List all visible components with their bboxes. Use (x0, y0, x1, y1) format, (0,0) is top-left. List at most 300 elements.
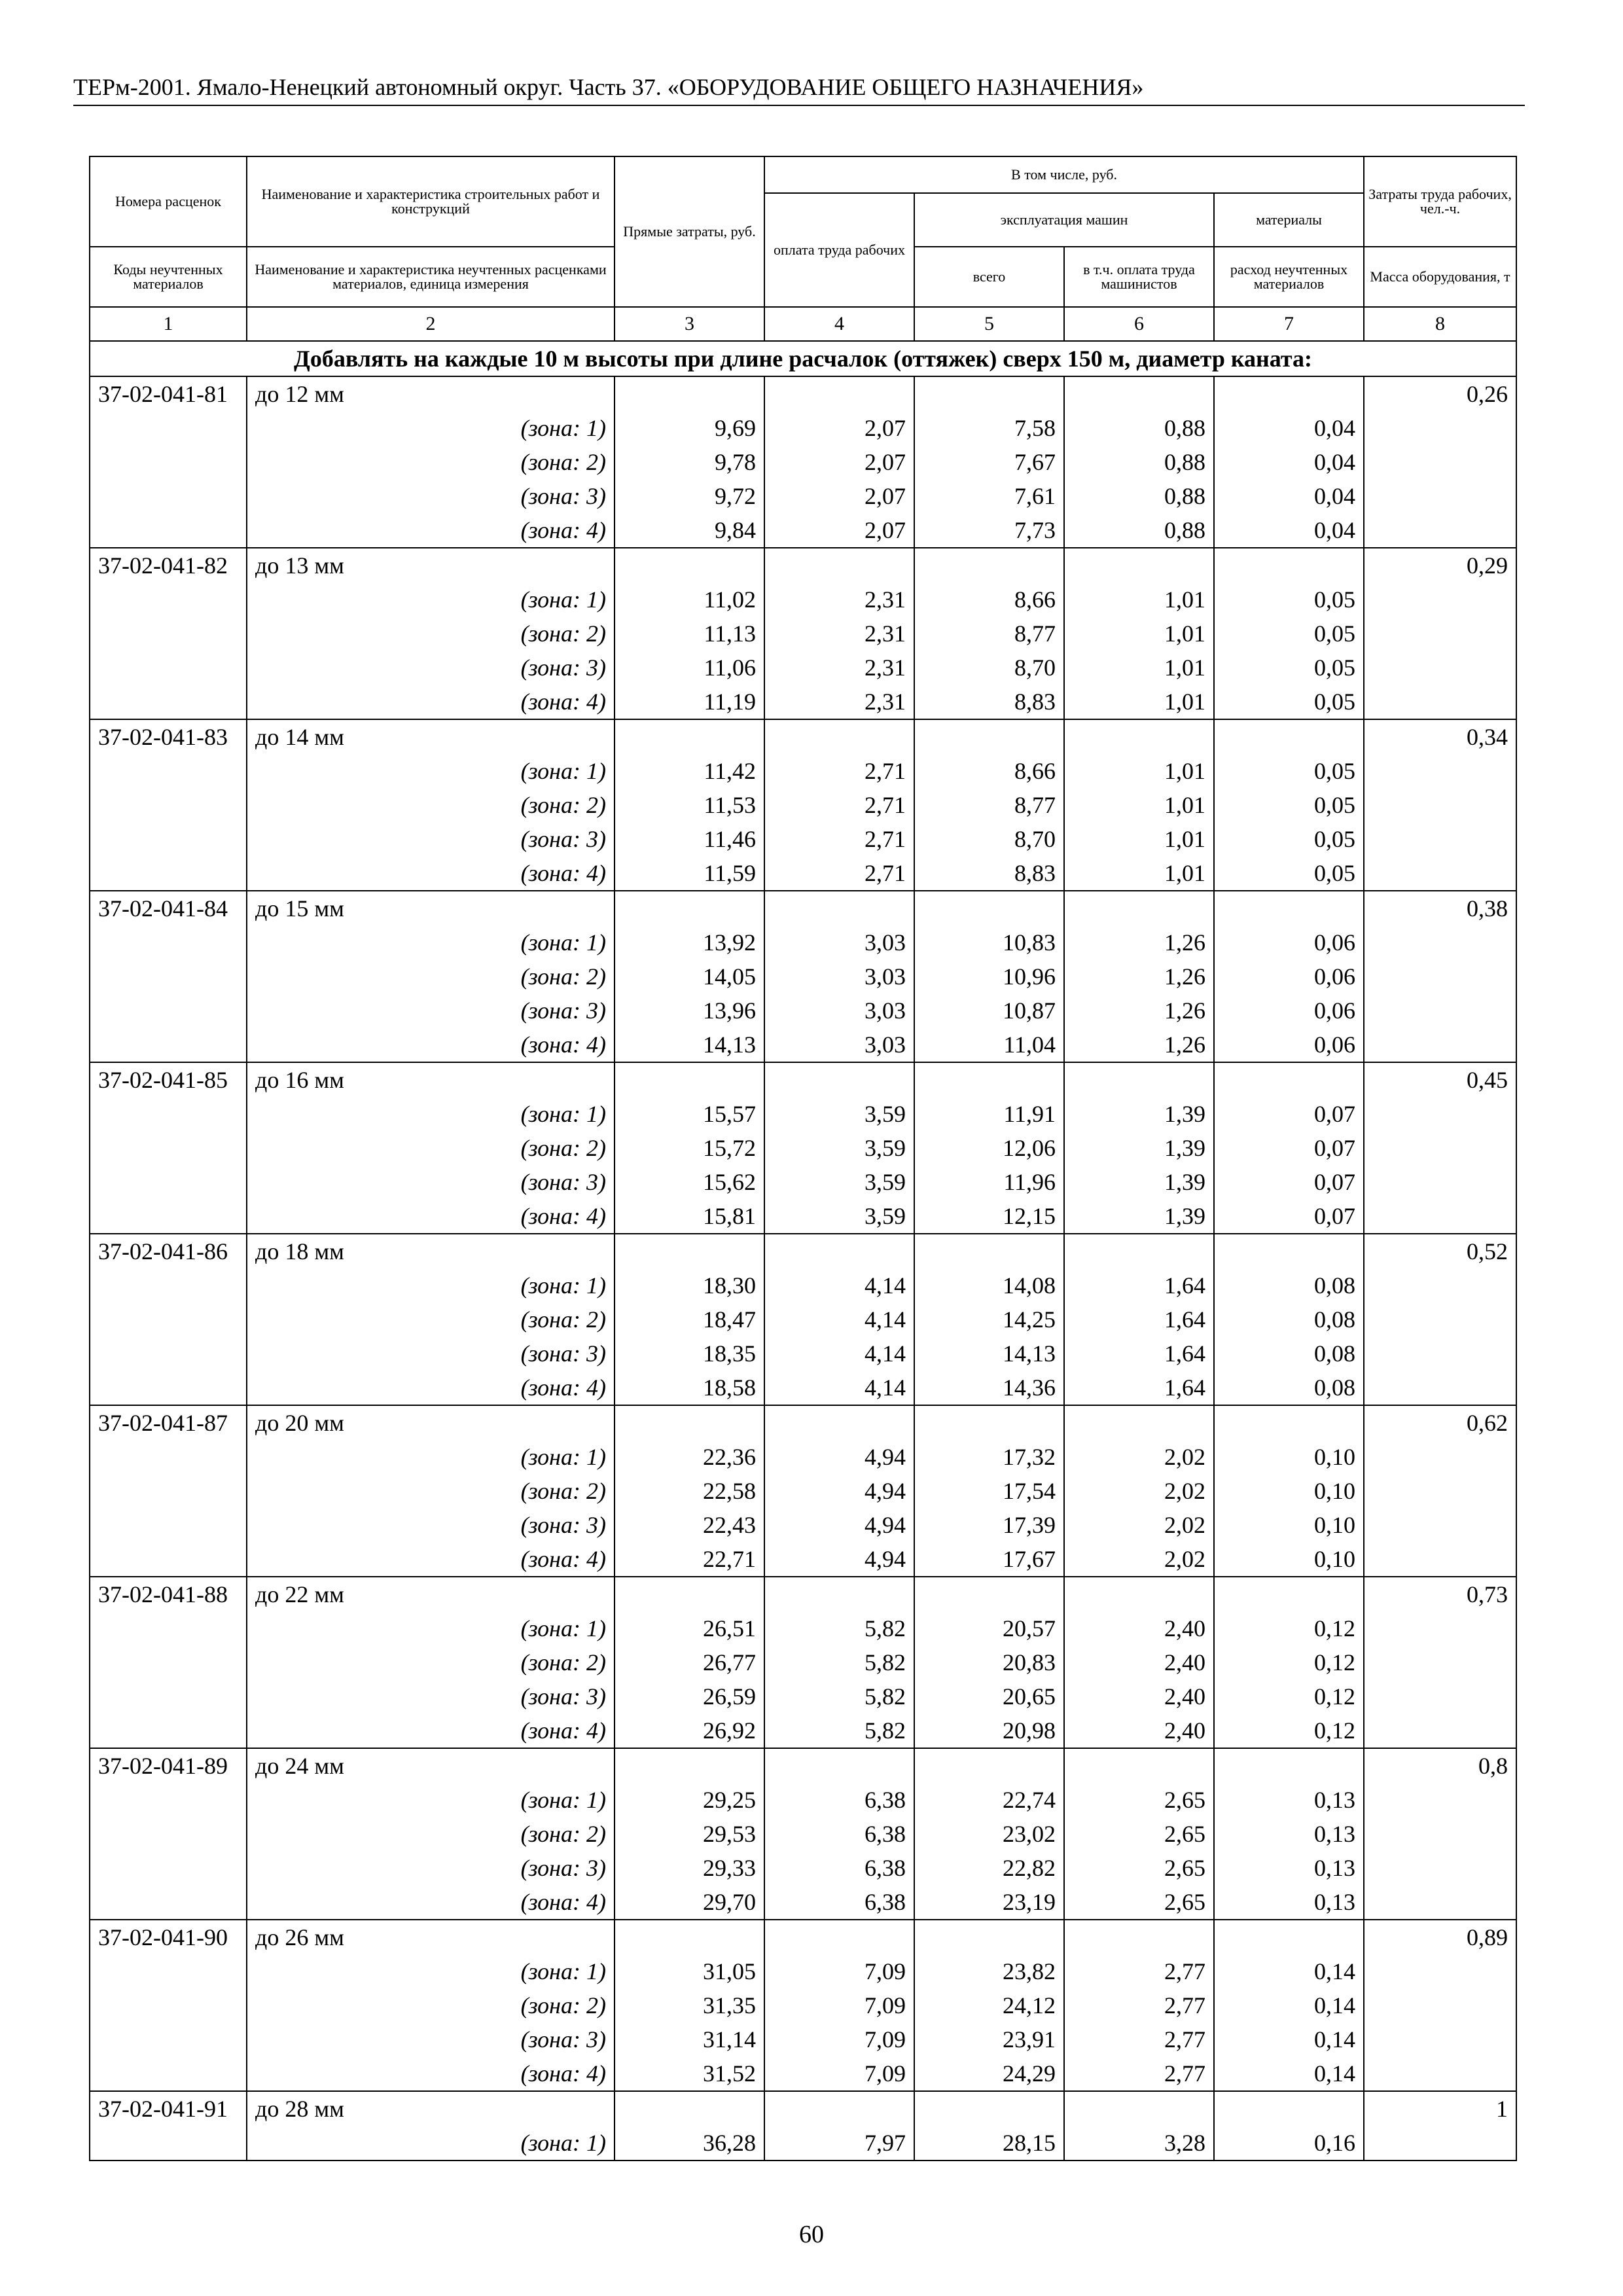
empty-cell (90, 1028, 247, 1062)
worker-pay: 4,94 (764, 1440, 914, 1474)
empty-cell (90, 479, 247, 513)
zone-row (90, 2126, 1516, 2161)
zone-label: (зона: 4) (247, 1542, 615, 1577)
empty-cell (1364, 685, 1516, 719)
header-work-name: Наименование и характеристика строительных работ и конструкций (247, 156, 615, 247)
materials-cost: 0,14 (1214, 1988, 1364, 2022)
operator-pay: 2,40 (1064, 1679, 1214, 1713)
machine-total: 8,66 (914, 754, 1064, 788)
materials-cost: 0,07 (1214, 1131, 1364, 1165)
machine-total: 22,74 (914, 1783, 1064, 1817)
machine-total: 20,65 (914, 1679, 1064, 1713)
empty-cell (90, 1679, 247, 1713)
rate-group (90, 1920, 1516, 2091)
empty-cell (1364, 856, 1516, 891)
empty-cell (1064, 1748, 1214, 1783)
equipment-mass: 0,73 (1364, 1577, 1516, 1611)
machine-total: 20,83 (914, 1645, 1064, 1679)
empty-cell (90, 1371, 247, 1405)
operator-pay: 1,26 (1064, 925, 1214, 960)
machine-total: 8,70 (914, 822, 1064, 856)
equipment-mass: 0,52 (1364, 1234, 1516, 1268)
machine-total: 14,13 (914, 1336, 1064, 1371)
direct-costs: 29,53 (615, 1817, 764, 1851)
zone-label: (зона: 1) (247, 1783, 615, 1817)
zone-label: (зона: 1) (247, 583, 615, 617)
empty-cell (1064, 376, 1214, 411)
materials-cost: 0,12 (1214, 1645, 1364, 1679)
rate-group (90, 1234, 1516, 1405)
rate-group (90, 891, 1516, 1062)
empty-cell (914, 376, 1064, 411)
direct-costs: 29,33 (615, 1851, 764, 1885)
worker-pay: 4,14 (764, 1371, 914, 1405)
empty-cell (1364, 1268, 1516, 1302)
zone-row (90, 1611, 1516, 1645)
empty-cell (615, 1748, 764, 1783)
zone-row (90, 856, 1516, 891)
empty-cell (615, 2091, 764, 2126)
empty-cell (1364, 822, 1516, 856)
empty-cell (1364, 1851, 1516, 1885)
empty-cell (764, 1577, 914, 1611)
operator-pay: 3,28 (1064, 2126, 1214, 2161)
worker-pay: 6,38 (764, 1783, 914, 1817)
empty-cell (90, 1645, 247, 1679)
empty-cell (1364, 1336, 1516, 1371)
operator-pay: 1,26 (1064, 994, 1214, 1028)
materials-cost: 0,13 (1214, 1817, 1364, 1851)
empty-cell (914, 1405, 1064, 1440)
rate-code: 37-02-041-88 (90, 1577, 247, 1611)
rate-group (90, 719, 1516, 891)
materials-cost: 0,05 (1214, 822, 1364, 856)
machine-total: 22,82 (914, 1851, 1064, 1885)
empty-cell (90, 685, 247, 719)
direct-costs: 11,53 (615, 788, 764, 822)
zone-row (90, 1474, 1516, 1508)
rate-name: до 16 мм (247, 1062, 615, 1097)
materials-cost: 0,06 (1214, 1028, 1364, 1062)
materials-cost: 0,07 (1214, 1097, 1364, 1131)
machine-total: 8,83 (914, 856, 1064, 891)
rate-group (90, 1748, 1516, 1920)
empty-cell (1364, 617, 1516, 651)
empty-cell (1364, 754, 1516, 788)
direct-costs: 31,05 (615, 1954, 764, 1988)
direct-costs: 9,84 (615, 513, 764, 548)
direct-costs: 18,58 (615, 1371, 764, 1405)
rate-code: 37-02-041-90 (90, 1920, 247, 1954)
machine-total: 7,58 (914, 411, 1064, 445)
empty-cell (90, 1199, 247, 1234)
materials-cost: 0,13 (1214, 1783, 1364, 1817)
empty-cell (90, 2022, 247, 2056)
zone-label: (зона: 3) (247, 651, 615, 685)
direct-costs: 29,70 (615, 1885, 764, 1920)
empty-cell (90, 1817, 247, 1851)
operator-pay: 2,02 (1064, 1542, 1214, 1577)
machine-total: 11,04 (914, 1028, 1064, 1062)
operator-pay: 2,65 (1064, 1817, 1214, 1851)
zone-label: (зона: 3) (247, 479, 615, 513)
direct-costs: 15,72 (615, 1131, 764, 1165)
empty-cell (90, 1097, 247, 1131)
empty-cell (1364, 1199, 1516, 1234)
empty-cell (1214, 1748, 1364, 1783)
empty-cell (1364, 583, 1516, 617)
direct-costs: 18,30 (615, 1268, 764, 1302)
operator-pay: 0,88 (1064, 445, 1214, 479)
empty-cell (615, 1920, 764, 1954)
rate-row (90, 1234, 1516, 1268)
rate-name: до 28 мм (247, 2091, 615, 2126)
direct-costs: 14,05 (615, 960, 764, 994)
zone-label: (зона: 2) (247, 960, 615, 994)
rate-name: до 24 мм (247, 1748, 615, 1783)
direct-costs: 26,77 (615, 1645, 764, 1679)
zone-label: (зона: 2) (247, 1302, 615, 1336)
zone-row (90, 411, 1516, 445)
direct-costs: 13,92 (615, 925, 764, 960)
materials-cost: 0,12 (1214, 1679, 1364, 1713)
empty-cell (1064, 2091, 1214, 2126)
empty-cell (1364, 1371, 1516, 1405)
worker-pay: 5,82 (764, 1679, 914, 1713)
empty-cell (1364, 1713, 1516, 1748)
zone-label: (зона: 3) (247, 1851, 615, 1885)
operator-pay: 1,01 (1064, 754, 1214, 788)
materials-cost: 0,10 (1214, 1508, 1364, 1542)
zone-label: (зона: 3) (247, 994, 615, 1028)
empty-cell (90, 1611, 247, 1645)
empty-cell (90, 1268, 247, 1302)
empty-cell (1214, 1405, 1364, 1440)
worker-pay: 2,71 (764, 754, 914, 788)
zone-row (90, 1097, 1516, 1131)
machine-total: 8,83 (914, 685, 1064, 719)
zone-label: (зона: 2) (247, 1474, 615, 1508)
machine-total: 7,67 (914, 445, 1064, 479)
header-materials: материалы (1214, 193, 1364, 247)
machine-total: 14,08 (914, 1268, 1064, 1302)
worker-pay: 2,07 (764, 479, 914, 513)
zone-row (90, 1988, 1516, 2022)
empty-cell (90, 2056, 247, 2091)
worker-pay: 2,71 (764, 856, 914, 891)
zone-row (90, 1508, 1516, 1542)
zone-row (90, 1028, 1516, 1062)
rate-group (90, 548, 1516, 719)
operator-pay: 2,77 (1064, 1954, 1214, 1988)
empty-cell (764, 1062, 914, 1097)
empty-cell (764, 2091, 914, 2126)
empty-cell (914, 1920, 1064, 1954)
empty-cell (1064, 1062, 1214, 1097)
zone-label: (зона: 1) (247, 411, 615, 445)
machine-total: 24,12 (914, 1988, 1064, 2022)
worker-pay: 4,94 (764, 1508, 914, 1542)
empty-cell (914, 2091, 1064, 2126)
machine-total: 10,83 (914, 925, 1064, 960)
empty-cell (90, 1336, 247, 1371)
column-number: 8 (1364, 307, 1516, 341)
operator-pay: 2,02 (1064, 1474, 1214, 1508)
rate-name: до 15 мм (247, 891, 615, 925)
zone-row (90, 2022, 1516, 2056)
operator-pay: 2,77 (1064, 2056, 1214, 2091)
rate-group (90, 376, 1516, 548)
zone-row (90, 1783, 1516, 1817)
direct-costs: 31,35 (615, 1988, 764, 2022)
machine-total: 17,39 (914, 1508, 1064, 1542)
rate-row (90, 891, 1516, 925)
worker-pay: 6,38 (764, 1885, 914, 1920)
machine-total: 17,32 (914, 1440, 1064, 1474)
worker-pay: 6,38 (764, 1851, 914, 1885)
zone-row (90, 1371, 1516, 1405)
zone-label: (зона: 3) (247, 822, 615, 856)
header-operator-pay: в т.ч. оплата труда машинистов (1064, 247, 1214, 307)
empty-cell (1064, 719, 1214, 754)
worker-pay: 3,59 (764, 1131, 914, 1165)
zone-row (90, 1131, 1516, 1165)
operator-pay: 2,65 (1064, 1885, 1214, 1920)
empty-cell (1364, 788, 1516, 822)
worker-pay: 7,09 (764, 1954, 914, 1988)
empty-cell (90, 617, 247, 651)
rate-name: до 13 мм (247, 548, 615, 583)
empty-cell (1214, 1920, 1364, 1954)
worker-pay: 3,59 (764, 1199, 914, 1234)
empty-cell (90, 445, 247, 479)
empty-cell (90, 856, 247, 891)
materials-cost: 0,07 (1214, 1199, 1364, 1234)
equipment-mass: 0,45 (1364, 1062, 1516, 1097)
zone-row (90, 1165, 1516, 1199)
rate-code: 37-02-041-84 (90, 891, 247, 925)
empty-cell (90, 651, 247, 685)
empty-cell (1364, 1131, 1516, 1165)
worker-pay: 2,71 (764, 788, 914, 822)
empty-cell (914, 1234, 1064, 1268)
rates-table (89, 156, 1517, 2161)
zone-row (90, 1851, 1516, 1885)
empty-cell (90, 1165, 247, 1199)
rate-row (90, 1748, 1516, 1783)
direct-costs: 22,71 (615, 1542, 764, 1577)
machine-total: 8,77 (914, 617, 1064, 651)
direct-costs: 31,14 (615, 2022, 764, 2056)
zone-label: (зона: 1) (247, 925, 615, 960)
operator-pay: 2,02 (1064, 1440, 1214, 1474)
operator-pay: 1,01 (1064, 685, 1214, 719)
materials-cost: 0,04 (1214, 411, 1364, 445)
machine-total: 10,96 (914, 960, 1064, 994)
zone-row (90, 479, 1516, 513)
zone-row (90, 994, 1516, 1028)
machine-total: 11,96 (914, 1165, 1064, 1199)
zone-row (90, 822, 1516, 856)
worker-pay: 6,38 (764, 1817, 914, 1851)
rate-code: 37-02-041-85 (90, 1062, 247, 1097)
zone-row (90, 960, 1516, 994)
rate-group (90, 1062, 1516, 1234)
operator-pay: 2,40 (1064, 1611, 1214, 1645)
operator-pay: 1,01 (1064, 856, 1214, 891)
materials-cost: 0,07 (1214, 1165, 1364, 1199)
empty-cell (615, 1062, 764, 1097)
header-total: всего (914, 247, 1064, 307)
empty-cell (1364, 1542, 1516, 1577)
worker-pay: 2,71 (764, 822, 914, 856)
zone-row (90, 1336, 1516, 1371)
rate-row (90, 1920, 1516, 1954)
materials-cost: 0,04 (1214, 479, 1364, 513)
column-number: 4 (764, 307, 914, 341)
direct-costs: 11,13 (615, 617, 764, 651)
empty-cell (615, 376, 764, 411)
worker-pay: 7,97 (764, 2126, 914, 2161)
empty-cell (1364, 411, 1516, 445)
worker-pay: 2,07 (764, 513, 914, 548)
zone-row (90, 513, 1516, 548)
operator-pay: 1,64 (1064, 1302, 1214, 1336)
empty-cell (1214, 1577, 1364, 1611)
empty-cell (1364, 1165, 1516, 1199)
direct-costs: 31,52 (615, 2056, 764, 2091)
empty-cell (764, 548, 914, 583)
rate-name: до 26 мм (247, 1920, 615, 1954)
empty-cell (1214, 376, 1364, 411)
rate-code: 37-02-041-81 (90, 376, 247, 411)
machine-total: 17,54 (914, 1474, 1064, 1508)
empty-cell (615, 719, 764, 754)
materials-cost: 0,06 (1214, 960, 1364, 994)
empty-cell (90, 1954, 247, 1988)
operator-pay: 2,77 (1064, 1988, 1214, 2022)
rate-code: 37-02-041-91 (90, 2091, 247, 2126)
empty-cell (90, 2126, 247, 2161)
zone-label: (зона: 2) (247, 1988, 615, 2022)
zone-row (90, 788, 1516, 822)
operator-pay: 2,02 (1064, 1508, 1214, 1542)
operator-pay: 1,26 (1064, 960, 1214, 994)
zone-label: (зона: 4) (247, 513, 615, 548)
direct-costs: 13,96 (615, 994, 764, 1028)
empty-cell (1064, 1234, 1214, 1268)
empty-cell (1064, 1577, 1214, 1611)
zone-label: (зона: 3) (247, 1679, 615, 1713)
header-rate-numbers: Номера расценок (90, 156, 247, 247)
empty-cell (914, 1062, 1064, 1097)
rate-name: до 22 мм (247, 1577, 615, 1611)
machine-total: 8,66 (914, 583, 1064, 617)
direct-costs: 22,58 (615, 1474, 764, 1508)
operator-pay: 1,01 (1064, 822, 1214, 856)
operator-pay: 2,40 (1064, 1713, 1214, 1748)
machine-total: 8,70 (914, 651, 1064, 685)
materials-cost: 0,13 (1214, 1885, 1364, 1920)
equipment-mass: 0,8 (1364, 1748, 1516, 1783)
machine-total: 14,25 (914, 1302, 1064, 1336)
operator-pay: 1,01 (1064, 788, 1214, 822)
materials-cost: 0,14 (1214, 2022, 1364, 2056)
section-title: Добавлять на каждые 10 м высоты при длине расчалок (оттяжек) сверх 150 м, диаметр каната: (90, 341, 1516, 376)
empty-cell (764, 376, 914, 411)
direct-costs: 11,06 (615, 651, 764, 685)
equipment-mass: 0,62 (1364, 1405, 1516, 1440)
materials-cost: 0,05 (1214, 583, 1364, 617)
rate-row (90, 719, 1516, 754)
materials-cost: 0,12 (1214, 1611, 1364, 1645)
empty-cell (90, 1131, 247, 1165)
empty-cell (1364, 1988, 1516, 2022)
equipment-mass: 0,26 (1364, 376, 1516, 411)
materials-cost: 0,10 (1214, 1474, 1364, 1508)
worker-pay: 4,14 (764, 1268, 914, 1302)
materials-cost: 0,08 (1214, 1302, 1364, 1336)
zone-label: (зона: 3) (247, 1508, 615, 1542)
direct-costs: 18,35 (615, 1336, 764, 1371)
zone-row (90, 1679, 1516, 1713)
worker-pay: 2,31 (764, 617, 914, 651)
zone-label: (зона: 1) (247, 754, 615, 788)
empty-cell (764, 1405, 914, 1440)
machine-total: 11,91 (914, 1097, 1064, 1131)
materials-cost: 0,16 (1214, 2126, 1364, 2161)
machine-total: 20,57 (914, 1611, 1064, 1645)
zone-label: (зона: 4) (247, 2056, 615, 2091)
equipment-mass: 0,38 (1364, 891, 1516, 925)
empty-cell (90, 411, 247, 445)
zone-label: (зона: 2) (247, 1645, 615, 1679)
direct-costs: 14,13 (615, 1028, 764, 1062)
rate-row (90, 1405, 1516, 1440)
materials-cost: 0,12 (1214, 1713, 1364, 1748)
empty-cell (1364, 1954, 1516, 1988)
empty-cell (1064, 1405, 1214, 1440)
materials-cost: 0,05 (1214, 651, 1364, 685)
zone-row (90, 1440, 1516, 1474)
empty-cell (1064, 891, 1214, 925)
materials-cost: 0,08 (1214, 1336, 1364, 1371)
empty-cell (1364, 445, 1516, 479)
materials-cost: 0,10 (1214, 1440, 1364, 1474)
direct-costs: 22,43 (615, 1508, 764, 1542)
zone-row (90, 651, 1516, 685)
worker-pay: 7,09 (764, 2022, 914, 2056)
rate-name: до 18 мм (247, 1234, 615, 1268)
operator-pay: 2,77 (1064, 2022, 1214, 2056)
machine-total: 12,06 (914, 1131, 1064, 1165)
direct-costs: 15,57 (615, 1097, 764, 1131)
empty-cell (764, 1748, 914, 1783)
zone-row (90, 1817, 1516, 1851)
direct-costs: 11,42 (615, 754, 764, 788)
zone-label: (зона: 4) (247, 1885, 615, 1920)
header-worker-pay: оплата труда рабочих (764, 193, 914, 307)
materials-cost: 0,05 (1214, 856, 1364, 891)
operator-pay: 1,64 (1064, 1371, 1214, 1405)
rate-group (90, 1577, 1516, 1748)
operator-pay: 1,01 (1064, 583, 1214, 617)
page-number: 60 (799, 2221, 824, 2248)
operator-pay: 1,39 (1064, 1199, 1214, 1234)
empty-cell (1364, 1783, 1516, 1817)
empty-cell (90, 925, 247, 960)
direct-costs: 26,59 (615, 1679, 764, 1713)
